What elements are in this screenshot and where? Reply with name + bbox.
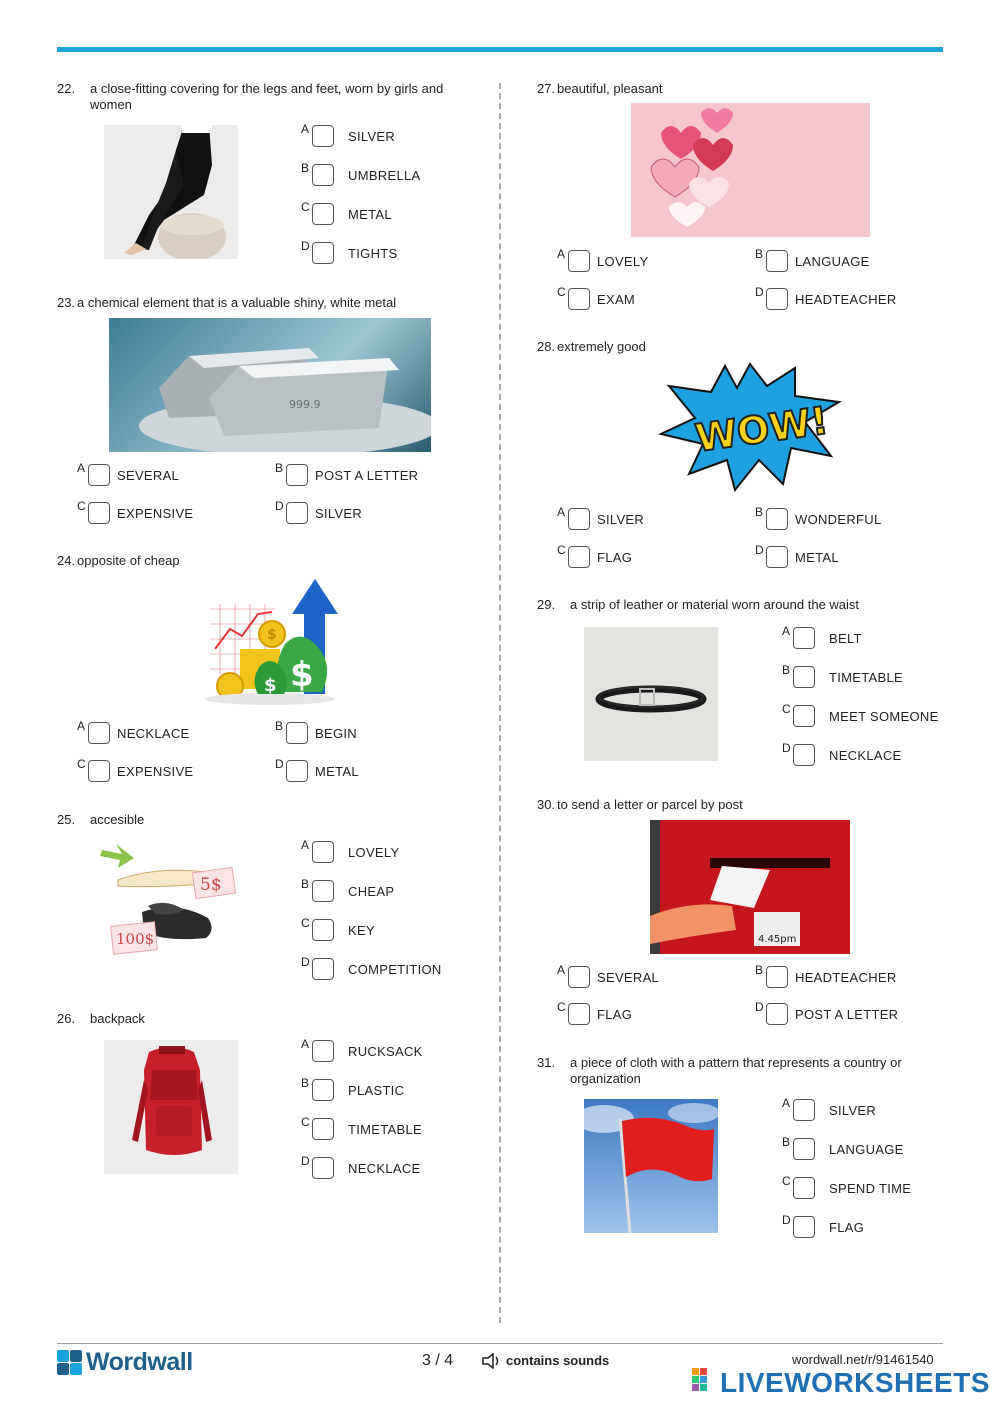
checkbox[interactable] [286,760,308,782]
option-label: MEET SOMEONE [829,709,939,724]
wordwall-logo-icon [57,1350,83,1378]
option-letter: D [275,499,284,513]
option-label: BELT [829,631,862,646]
option-label: HEADTEACHER [795,292,897,307]
option-label: KEY [348,923,375,938]
option-letter: B [755,247,764,261]
option-letter: D [782,741,791,755]
contains-sounds[interactable] [482,1353,610,1372]
option-letter: A [77,461,86,475]
liveworksheets-wordmark: LIVEWORKSHEETS [720,1367,990,1398]
checkbox[interactable] [312,841,334,863]
silver-bars-image [109,318,431,452]
question-number: 22. [57,81,76,96]
option-label: METAL [315,764,359,779]
checkbox[interactable] [568,250,590,272]
option-letter: A [782,624,791,638]
option-letter: A [557,247,566,261]
option-label: WONDERFUL [795,512,882,527]
option-letter: C [557,285,566,299]
question-text: to send a letter or parcel by post [557,797,743,812]
checkbox[interactable] [766,508,788,530]
option-letter: B [275,719,284,733]
checkbox[interactable] [88,722,110,744]
option-label: POST A LETTER [795,1007,899,1022]
wordwall-wordmark: Wordwall [86,1348,193,1376]
option-letter: B [301,161,310,175]
option-letter: C [782,1174,791,1188]
option-label: SEVERAL [117,468,180,483]
option-letter: C [782,702,791,716]
option-letter: B [782,1135,791,1149]
option-label: COMPETITION [348,962,442,977]
checkbox[interactable] [312,242,334,264]
checkbox[interactable] [286,722,308,744]
checkbox[interactable] [312,164,334,186]
option-label: METAL [348,207,392,222]
page-number: 3 / 4 [422,1352,454,1369]
option-label: SEVERAL [597,970,660,985]
checkbox[interactable] [286,502,308,524]
option-label: SILVER [348,129,396,144]
option-letter: B [782,663,791,677]
backpack-image [104,1040,238,1174]
option-label: SILVER [597,512,645,527]
option-label: FLAG [597,550,633,565]
option-letter: A [301,1037,310,1051]
checkbox[interactable] [766,1003,788,1025]
option-letter: B [755,505,764,519]
option-label: LOVELY [597,254,649,269]
question-number: 29. [537,597,556,612]
option-label: EXPENSIVE [117,764,194,779]
liveworksheets-logo-icon [692,1368,716,1397]
option-label: NECKLACE [348,1161,421,1176]
checkbox[interactable] [793,1177,815,1199]
checkbox[interactable] [766,966,788,988]
option-letter: C [301,200,310,214]
svg-text:$: $ [267,627,277,643]
question-number: 28. [537,339,556,354]
checkbox[interactable] [793,705,815,727]
belt-image [584,627,718,761]
question-text: accesible [90,812,145,827]
checkbox[interactable] [793,744,815,766]
option-letter: D [755,285,764,299]
option-label: NECKLACE [829,748,902,763]
option-letter: C [77,499,86,513]
option-label: LOVELY [348,845,400,860]
option-letter: A [301,838,310,852]
speaker-icon [482,1357,502,1372]
sounds-label: contains sounds [506,1353,610,1368]
option-letter: B [301,877,310,891]
question-text: a piece of cloth with a pattern that represents a country or organization [570,1055,902,1086]
tights-image [104,125,238,259]
option-letter: A [557,963,566,977]
option-letter: D [301,1154,310,1168]
option-letter: A [782,1096,791,1110]
post-time: 4.45pm [758,934,797,945]
flag-image [584,1099,718,1233]
wow-image [655,360,845,494]
question-text: backpack [90,1011,145,1026]
option-label: TIGHTS [348,246,398,261]
bar-stamp: 999.9 [289,398,321,411]
checkbox[interactable] [793,1099,815,1121]
expensive-money-image [200,574,340,708]
question-number: 25. [57,812,76,827]
option-letter: A [77,719,86,733]
checkbox[interactable] [312,1040,334,1062]
checkbox[interactable] [568,966,590,988]
shoes-price-image [96,840,244,968]
option-letter: C [77,757,86,771]
option-label: POST A LETTER [315,468,419,483]
question-number: 26. [57,1011,76,1026]
option-label: CHEAP [348,884,395,899]
option-letter: D [301,955,310,969]
option-label: FLAG [829,1220,865,1235]
column-divider [499,83,501,1323]
checkbox[interactable] [793,1138,815,1160]
question-number: 31. [537,1055,556,1070]
option-label: TIMETABLE [348,1122,422,1137]
checkbox[interactable] [793,627,815,649]
checkbox[interactable] [568,1003,590,1025]
postbox-image [650,820,850,954]
checkbox[interactable] [568,288,590,310]
option-letter: C [557,543,566,557]
question-text: a close-fitting covering for the legs and feet, worn by girls and women [90,81,444,112]
footer-divider [57,1343,943,1344]
option-letter: C [557,1000,566,1014]
svg-text:$: $ [264,675,277,696]
option-letter: D [275,757,284,771]
option-letter: B [301,1076,310,1090]
option-label: HEADTEACHER [795,970,897,985]
checkbox[interactable] [766,288,788,310]
price-high: 100$ [116,930,155,948]
svg-text:$: $ [290,655,314,695]
option-label: TIMETABLE [829,670,903,685]
option-label: EXAM [597,292,636,307]
question-number: 27. [537,81,556,96]
wow-text: WOW! [692,398,831,461]
option-letter: D [782,1213,791,1227]
checkbox[interactable] [568,546,590,568]
option-label: LANGUAGE [795,254,870,269]
option-letter: A [557,505,566,519]
checkbox[interactable] [312,1079,334,1101]
checkbox[interactable] [88,464,110,486]
option-label: SPEND TIME [829,1181,912,1196]
option-label: UMBRELLA [348,168,421,183]
checkbox[interactable] [312,125,334,147]
question-text: a chemical element that is a valuable shiny, white metal [77,295,397,310]
checkbox[interactable] [88,502,110,524]
price-low: 5$ [200,875,222,895]
checkbox[interactable] [312,203,334,225]
option-letter: C [301,1115,310,1129]
checkbox[interactable] [766,250,788,272]
checkbox[interactable] [793,666,815,688]
option-label: METAL [795,550,839,565]
option-label: FLAG [597,1007,633,1022]
option-label: BEGIN [315,726,357,741]
option-letter: C [301,916,310,930]
option-label: PLASTIC [348,1083,405,1098]
checkbox[interactable] [766,546,788,568]
option-letter: D [755,543,764,557]
question-number: 30. [537,797,556,812]
checkbox[interactable] [312,1118,334,1140]
checkbox[interactable] [312,880,334,902]
worksheet-url[interactable]: wordwall.net/r/91461540 [792,1352,934,1367]
option-label: LANGUAGE [829,1142,904,1157]
question-number: 23. [57,295,76,310]
hearts-image [631,103,870,237]
question-text: beautiful, pleasant [557,81,663,96]
option-label: RUCKSACK [348,1044,423,1059]
header-accent-bar [57,47,943,52]
option-label: NECKLACE [117,726,190,741]
option-letter: A [301,122,310,136]
question-number: 24. [57,553,76,568]
question-text: opposite of cheap [77,553,180,568]
option-letter: B [275,461,284,475]
option-label: SILVER [829,1103,877,1118]
option-letter: D [755,1000,764,1014]
checkbox[interactable] [568,508,590,530]
question-text: extremely good [557,339,646,354]
checkbox[interactable] [286,464,308,486]
checkbox[interactable] [312,919,334,941]
option-letter: B [755,963,764,977]
checkbox[interactable] [312,1157,334,1179]
option-label: EXPENSIVE [117,506,194,521]
checkbox[interactable] [793,1216,815,1238]
question-text: a strip of leather or material worn around the waist [570,597,860,612]
option-label: SILVER [315,506,363,521]
option-letter: D [301,239,310,253]
checkbox[interactable] [88,760,110,782]
checkbox[interactable] [312,958,334,980]
